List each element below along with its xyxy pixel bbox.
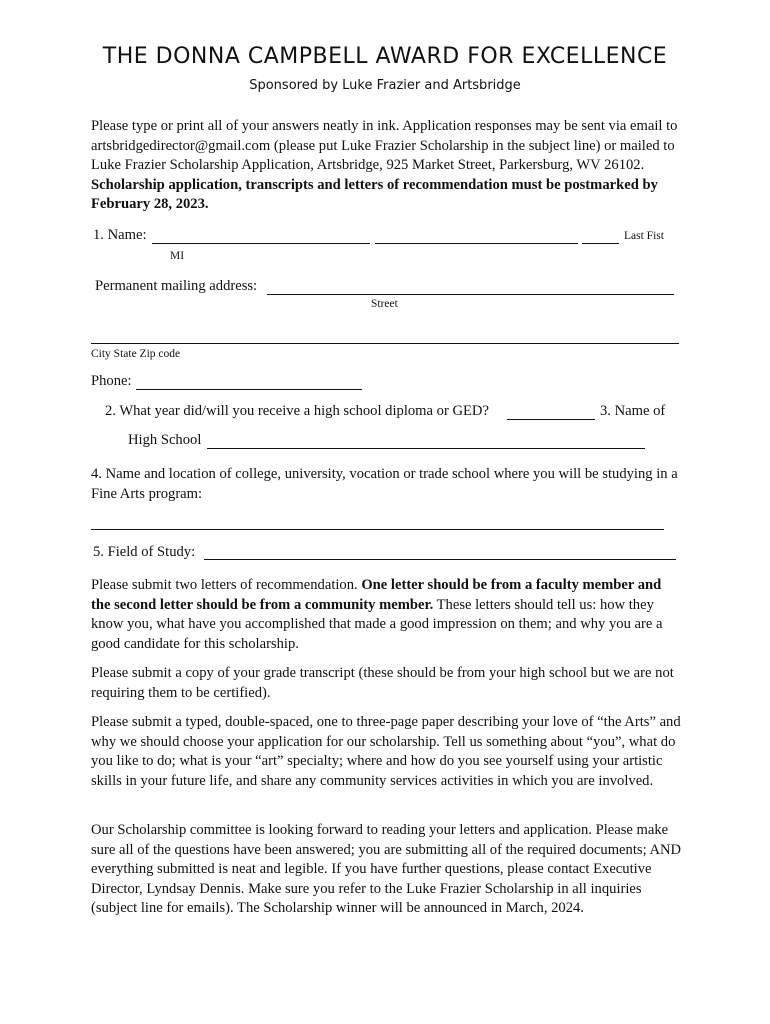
field-of-study-field[interactable] xyxy=(204,559,676,560)
city-state-zip-field[interactable] xyxy=(91,343,679,344)
phone-label: Phone: xyxy=(91,373,132,389)
intro-paragraph xyxy=(91,117,683,215)
essay-paragraph: Please submit a typed, double-spaced, one to three-page paper describing your love of “the Arts” and why we should choose your application for our scholarship. Tell us something about “you”, what do you like to do; what is your “art” specialty; where and how do you see yourself using your artistic skills in your future life, and share any community services activities in which you are involved. xyxy=(91,714,681,789)
mi-field[interactable] xyxy=(582,243,619,244)
phone-field[interactable] xyxy=(136,389,362,390)
city-hint: City State Zip code xyxy=(91,348,181,360)
address-label: Permanent mailing address: xyxy=(95,278,258,294)
college-label: 4. Name and location of college, university, vocation or trade school where you will be studying in a Fine Arts program: xyxy=(91,466,678,502)
name-hint: Last Fist xyxy=(624,230,664,242)
college-field[interactable] xyxy=(91,529,664,530)
closing-paragraph: Our Scholarship committee is looking forward to reading your letters and application. Please make sure all of the questions have been answered; you are submitting all of the required documents; AND everything submitted is neat and legible. If you have further questions, please contact Executive Director, Lyndsay Dennis. Make sure you refer to the Luke Frazier Scholarship in all inquiries (subject line for emails). The Scholarship winner will be announced in March, 2024. xyxy=(91,822,682,916)
last-name-field[interactable] xyxy=(152,243,370,244)
high-school-field[interactable] xyxy=(207,448,645,449)
high-school-label: High School xyxy=(128,432,202,448)
intro-deadline: Scholarship application, transcripts and letters of recommendation must be postmarked by February 28, 2023. xyxy=(91,176,658,212)
diploma-label: 2. What year did/will you receive a high school diploma or GED? xyxy=(105,403,489,419)
first-name-field[interactable] xyxy=(375,243,578,244)
letters-text-b: These letters should tell us: how they know you, what have you accomplished that made a good impression on them; and why you are a good candidate for this scholarship. xyxy=(91,596,663,652)
street-field[interactable] xyxy=(267,294,674,295)
hs-name-label: 3. Name of xyxy=(600,403,666,419)
intro-text: Please type or print all of your answers neatly in ink. Application responses may be sent via email to artsbridgedirector@gmail.com (please put Luke Frazier Scholarship in the subject line) or mailed to Luke Frazier Scholarship Application, Artsbridge, 925 Market Street, Parkersburg, WV 26102. xyxy=(91,118,678,173)
letters-text-a: Please submit two letters of recommendation. xyxy=(91,577,362,593)
letters-bold: One letter should be from a faculty member and the second letter should be from a community member. xyxy=(91,577,662,613)
street-hint: Street xyxy=(371,298,398,310)
field-of-study-label: 5. Field of Study: xyxy=(93,544,196,560)
mi-hint: MI xyxy=(170,250,185,262)
name-label: 1. Name: xyxy=(93,227,147,243)
letters-paragraph xyxy=(91,576,683,654)
transcript-paragraph: Please submit a copy of your grade transcript (these should be from your high school but we are not requiring them to be certified). xyxy=(91,665,674,701)
page-subtitle: Sponsored by Luke Frazier and Artsbridge xyxy=(249,78,521,93)
page-title: THE DONNA CAMPBELL AWARD FOR EXCELLENCE xyxy=(102,44,668,69)
diploma-year-field[interactable] xyxy=(507,419,595,420)
